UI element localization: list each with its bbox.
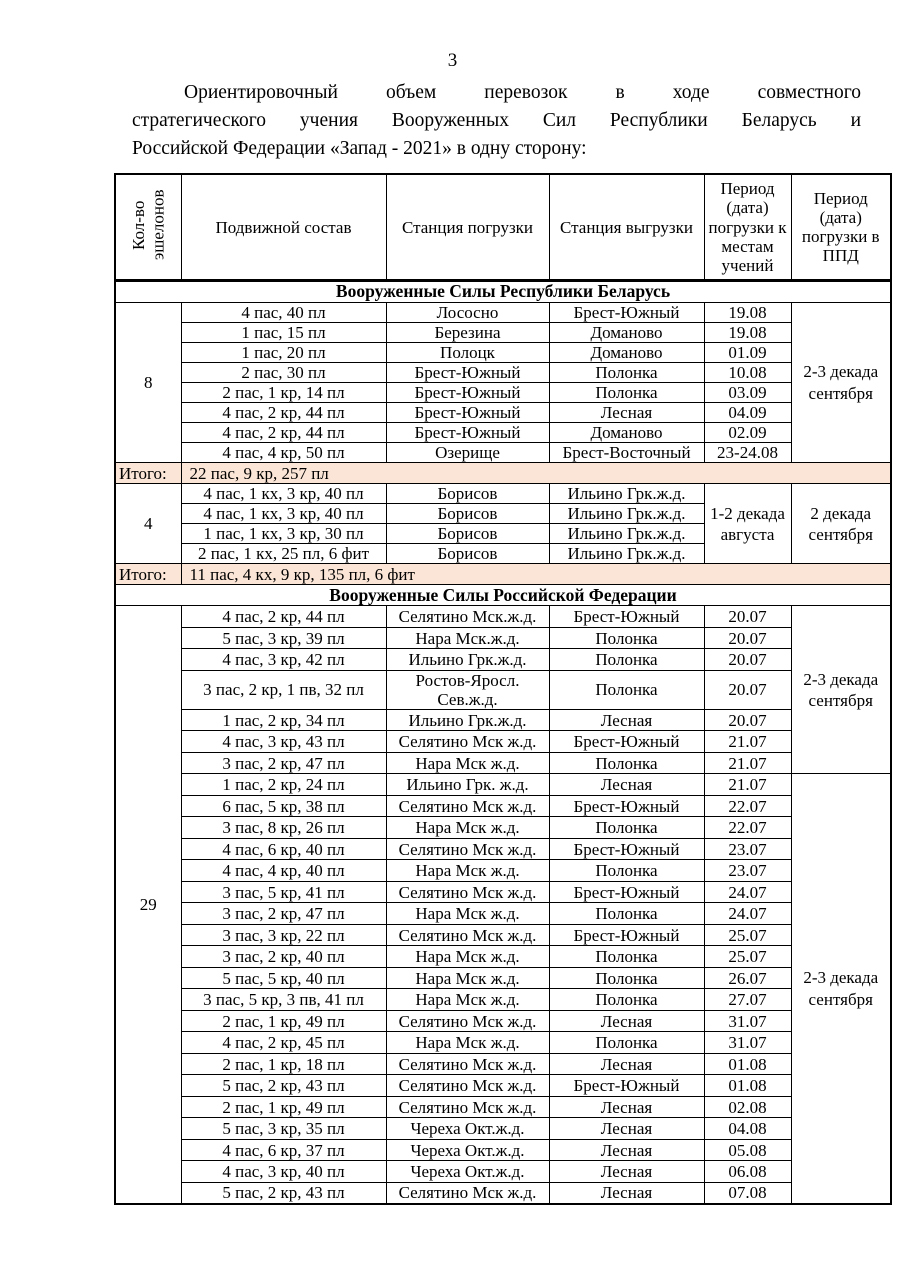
- load-station-cell: Борисов: [386, 524, 549, 544]
- table-row: [115, 860, 891, 882]
- consist-cell: 4 пас, 40 пл: [181, 303, 386, 323]
- consist-cell: 5 пас, 3 кр, 35 пл: [181, 1118, 386, 1140]
- consist-cell: 4 пас, 2 кр, 44 пл: [181, 606, 386, 628]
- intro-line-1: Ориентировочный объем перевозок в ходе совместного: [184, 82, 861, 103]
- echelon-count-cell: 8: [115, 303, 181, 463]
- column-header-echelon-count: [115, 174, 181, 281]
- unload-station-cell: Полонка: [549, 1032, 704, 1054]
- consist-cell: 4 пас, 2 кр, 44 пл: [181, 423, 386, 443]
- load-date-cell: 19.08: [704, 303, 791, 323]
- load-date-cell: 02.09: [704, 423, 791, 443]
- table-row: [115, 1118, 891, 1140]
- load-date-cell: 22.07: [704, 795, 791, 817]
- unload-station-cell: Доманово: [549, 423, 704, 443]
- unload-station-cell: Доманово: [549, 343, 704, 363]
- unload-station-cell: Брест-Южный: [549, 303, 704, 323]
- consist-cell: 5 пас, 3 кр, 39 пл: [181, 627, 386, 649]
- consist-cell: 3 пас, 2 кр, 47 пл: [181, 903, 386, 925]
- unload-station-cell: Брест-Южный: [549, 1075, 704, 1097]
- load-date-cell: 01.08: [704, 1053, 791, 1075]
- table-row: [115, 774, 891, 796]
- ppd-period-cell: 2-3 декада сентября: [791, 774, 891, 1204]
- load-station-cell: Нара Мск ж.д.: [386, 817, 549, 839]
- unload-station-cell: Полонка: [549, 383, 704, 403]
- total-label: Итого:: [115, 463, 181, 484]
- load-date-cell: 10.08: [704, 363, 791, 383]
- table-row: [115, 1139, 891, 1161]
- load-station-cell: Нара Мск ж.д.: [386, 903, 549, 925]
- table-row: [115, 649, 891, 671]
- table-row: [115, 627, 891, 649]
- unload-station-cell: Полонка: [549, 860, 704, 882]
- load-station-cell: Череха Окт.ж.д.: [386, 1118, 549, 1140]
- consist-cell: 2 пас, 1 кр, 18 пл: [181, 1053, 386, 1075]
- load-date-cell: 01.08: [704, 1075, 791, 1097]
- load-date-cell: 24.07: [704, 903, 791, 925]
- consist-cell: 5 пас, 2 кр, 43 пл: [181, 1182, 386, 1204]
- load-date-cell: 05.08: [704, 1139, 791, 1161]
- load-station-cell: Нара Мск ж.д.: [386, 752, 549, 774]
- table-header-row: [115, 174, 891, 281]
- echelon-count-cell: 29: [115, 606, 181, 1204]
- load-station-cell: Березина: [386, 323, 549, 343]
- load-date-cell: 23.07: [704, 838, 791, 860]
- consist-cell: 1 пас, 2 кр, 24 пл: [181, 774, 386, 796]
- load-station-cell: Селятино Мск ж.д.: [386, 1053, 549, 1075]
- table-row: [115, 606, 891, 628]
- unload-station-cell: Доманово: [549, 323, 704, 343]
- table-row: [115, 903, 891, 925]
- consist-cell: 5 пас, 5 кр, 40 пл: [181, 967, 386, 989]
- unload-station-cell: Полонка: [549, 627, 704, 649]
- table-row: [115, 1075, 891, 1097]
- load-date-cell: 22.07: [704, 817, 791, 839]
- unload-station-cell: Полонка: [549, 363, 704, 383]
- table-body: [115, 281, 891, 1204]
- unload-station-cell: Лесная: [549, 1053, 704, 1075]
- consist-cell: 4 пас, 3 кр, 40 пл: [181, 1161, 386, 1183]
- load-date-cell: 31.07: [704, 1010, 791, 1032]
- table-header: [115, 174, 891, 281]
- table-row: [115, 752, 891, 774]
- load-period-cell: 1-2 декада августа: [704, 484, 791, 564]
- load-date-cell: 25.07: [704, 946, 791, 968]
- load-station-cell: Борисов: [386, 504, 549, 524]
- table-row: [115, 1182, 891, 1204]
- load-station-cell: Брест-Южный: [386, 423, 549, 443]
- unload-station-cell: Лесная: [549, 403, 704, 423]
- load-station-cell: Полоцк: [386, 343, 549, 363]
- section-header-label: Вооруженные Силы Российской Федерации: [115, 585, 891, 606]
- load-station-cell: Нара Мск ж.д.: [386, 967, 549, 989]
- table-row: [115, 443, 891, 463]
- load-station-cell: Нара Мск ж.д.: [386, 1032, 549, 1054]
- table-row: [115, 946, 891, 968]
- load-station-cell: Череха Окт.ж.д.: [386, 1161, 549, 1183]
- unload-station-cell: Лесная: [549, 1118, 704, 1140]
- table-row: [115, 731, 891, 753]
- load-station-cell: Брест-Южный: [386, 403, 549, 423]
- consist-cell: 6 пас, 5 кр, 38 пл: [181, 795, 386, 817]
- table-row: [115, 1161, 891, 1183]
- section-header-row: [115, 281, 891, 303]
- section-header-row: [115, 585, 891, 606]
- unload-station-cell: Ильино Грк.ж.д.: [549, 504, 704, 524]
- total-row: [115, 463, 891, 484]
- echelon-count-vertical-label: Кол-во эшелонов: [128, 189, 168, 261]
- unload-station-cell: Ильино Грк.ж.д.: [549, 544, 704, 564]
- unload-station-cell: Брест-Восточный: [549, 443, 704, 463]
- load-date-cell: 27.07: [704, 989, 791, 1011]
- column-header-ppd-period: Период (дата) погрузки в ППД: [791, 174, 891, 281]
- load-station-cell: Брест-Южный: [386, 363, 549, 383]
- total-label: Итого:: [115, 564, 181, 585]
- consist-cell: 3 пас, 2 кр, 40 пл: [181, 946, 386, 968]
- consist-cell: 3 пас, 2 кр, 47 пл: [181, 752, 386, 774]
- intro-paragraph: [132, 79, 861, 163]
- load-date-cell: 31.07: [704, 1032, 791, 1054]
- load-station-cell: Нара Мск.ж.д.: [386, 627, 549, 649]
- table-row: [115, 817, 891, 839]
- load-station-cell: Ильино Грк.ж.д.: [386, 709, 549, 731]
- table-row: [115, 484, 891, 504]
- unload-station-cell: Полонка: [549, 989, 704, 1011]
- load-date-cell: 21.07: [704, 752, 791, 774]
- unload-station-cell: Лесная: [549, 1139, 704, 1161]
- load-station-cell: Селятино Мск ж.д.: [386, 1182, 549, 1204]
- load-station-cell: Нара Мск ж.д.: [386, 989, 549, 1011]
- table-row: [115, 795, 891, 817]
- unload-station-cell: Лесная: [549, 1096, 704, 1118]
- ppd-period-cell: 2-3 декада сентября: [791, 303, 891, 463]
- load-station-cell: Селятино Мск ж.д.: [386, 881, 549, 903]
- echelon-count-cell: 4: [115, 484, 181, 564]
- table-row: [115, 967, 891, 989]
- consist-cell: 3 пас, 8 кр, 26 пл: [181, 817, 386, 839]
- load-date-cell: 03.09: [704, 383, 791, 403]
- ppd-period-cell: 2 декада сентября: [791, 484, 891, 564]
- load-date-cell: 25.07: [704, 924, 791, 946]
- consist-cell: 4 пас, 3 кр, 42 пл: [181, 649, 386, 671]
- unload-station-cell: Брест-Южный: [549, 731, 704, 753]
- load-date-cell: 23.07: [704, 860, 791, 882]
- table-row: [115, 363, 891, 383]
- unload-station-cell: Брест-Южный: [549, 924, 704, 946]
- table-row: [115, 709, 891, 731]
- load-station-cell: Нара Мск ж.д.: [386, 946, 549, 968]
- load-station-cell: Селятино Мск.ж.д.: [386, 606, 549, 628]
- consist-cell: 4 пас, 1 кх, 3 кр, 40 пл: [181, 504, 386, 524]
- unload-station-cell: Лесная: [549, 1010, 704, 1032]
- total-row: [115, 564, 891, 585]
- consist-cell: 4 пас, 1 кх, 3 кр, 40 пл: [181, 484, 386, 504]
- table-row: [115, 1032, 891, 1054]
- load-station-cell: Ильино Грк.ж.д.: [386, 649, 549, 671]
- load-station-cell: Ростов-Яросл. Сев.ж.д.: [386, 670, 549, 709]
- unload-station-cell: Брест-Южный: [549, 838, 704, 860]
- load-date-cell: 21.07: [704, 774, 791, 796]
- unload-station-cell: Брест-Южный: [549, 881, 704, 903]
- unload-station-cell: Полонка: [549, 649, 704, 671]
- transport-volume-table: [114, 173, 892, 1205]
- table-row: [115, 924, 891, 946]
- unload-station-cell: Полонка: [549, 670, 704, 709]
- consist-cell: 1 пас, 2 кр, 34 пл: [181, 709, 386, 731]
- table-row: [115, 1053, 891, 1075]
- consist-cell: 4 пас, 4 кр, 50 пл: [181, 443, 386, 463]
- unload-station-cell: Полонка: [549, 903, 704, 925]
- section-header-label: Вооруженные Силы Республики Беларусь: [115, 281, 891, 303]
- total-value: 11 пас, 4 кх, 9 кр, 135 пл, 6 фит: [181, 564, 891, 585]
- table-row: [115, 303, 891, 323]
- unload-station-cell: Брест-Южный: [549, 795, 704, 817]
- consist-cell: 2 пас, 1 кр, 14 пл: [181, 383, 386, 403]
- load-date-cell: 06.08: [704, 1161, 791, 1183]
- unload-station-cell: Полонка: [549, 752, 704, 774]
- load-date-cell: 01.09: [704, 343, 791, 363]
- column-header-consist: Подвижной состав: [181, 174, 386, 281]
- load-station-cell: Череха Окт.ж.д.: [386, 1139, 549, 1161]
- total-value: 22 пас, 9 кр, 257 пл: [181, 463, 891, 484]
- consist-cell: 4 пас, 6 кр, 37 пл: [181, 1139, 386, 1161]
- table-row: [115, 1010, 891, 1032]
- load-date-cell: 02.08: [704, 1096, 791, 1118]
- unload-station-cell: Полонка: [549, 946, 704, 968]
- load-date-cell: 21.07: [704, 731, 791, 753]
- load-station-cell: Селятино Мск ж.д.: [386, 838, 549, 860]
- load-station-cell: Ильино Грк. ж.д.: [386, 774, 549, 796]
- consist-cell: 4 пас, 4 кр, 40 пл: [181, 860, 386, 882]
- unload-station-cell: Лесная: [549, 709, 704, 731]
- unload-station-cell: Ильино Грк.ж.д.: [549, 524, 704, 544]
- table-row: [115, 1096, 891, 1118]
- consist-cell: 2 пас, 1 кр, 49 пл: [181, 1010, 386, 1032]
- consist-cell: 4 пас, 6 кр, 40 пл: [181, 838, 386, 860]
- column-header-unload-station: Станция выгрузки: [549, 174, 704, 281]
- table-row: [115, 323, 891, 343]
- load-date-cell: 07.08: [704, 1182, 791, 1204]
- consist-cell: 3 пас, 3 кр, 22 пл: [181, 924, 386, 946]
- load-station-cell: Лососно: [386, 303, 549, 323]
- intro-line-3: Российской Федерации «Запад - 2021» в одну сторону:: [132, 138, 587, 159]
- table-row: [115, 881, 891, 903]
- table-row: [115, 343, 891, 363]
- load-station-cell: Селятино Мск ж.д.: [386, 1075, 549, 1097]
- load-station-cell: Селятино Мск ж.д.: [386, 795, 549, 817]
- consist-cell: 4 пас, 3 кр, 43 пл: [181, 731, 386, 753]
- consist-cell: 3 пас, 5 кр, 3 пв, 41 пл: [181, 989, 386, 1011]
- load-station-cell: Селятино Мск ж.д.: [386, 1010, 549, 1032]
- table-row: [115, 670, 891, 709]
- unload-station-cell: Ильино Грк.ж.д.: [549, 484, 704, 504]
- table-row: [115, 383, 891, 403]
- table-row: [115, 423, 891, 443]
- load-date-cell: 19.08: [704, 323, 791, 343]
- column-header-load-period: Период (дата) погрузки к местам учений: [704, 174, 791, 281]
- load-station-cell: Селятино Мск ж.д.: [386, 924, 549, 946]
- unload-station-cell: Лесная: [549, 1161, 704, 1183]
- load-station-cell: Озерище: [386, 443, 549, 463]
- consist-cell: 2 пас, 30 пл: [181, 363, 386, 383]
- consist-cell: 3 пас, 2 кр, 1 пв, 32 пл: [181, 670, 386, 709]
- consist-cell: 5 пас, 2 кр, 43 пл: [181, 1075, 386, 1097]
- load-station-cell: Брест-Южный: [386, 383, 549, 403]
- ppd-period-cell: 2-3 декада сентября: [791, 606, 891, 774]
- load-date-cell: 23-24.08: [704, 443, 791, 463]
- load-date-cell: 20.07: [704, 709, 791, 731]
- load-station-cell: Борисов: [386, 484, 549, 504]
- load-date-cell: 04.08: [704, 1118, 791, 1140]
- load-date-cell: 20.07: [704, 670, 791, 709]
- consist-cell: 3 пас, 5 кр, 41 пл: [181, 881, 386, 903]
- consist-cell: 1 пас, 15 пл: [181, 323, 386, 343]
- load-date-cell: 04.09: [704, 403, 791, 423]
- consist-cell: 4 пас, 2 кр, 44 пл: [181, 403, 386, 423]
- load-date-cell: 26.07: [704, 967, 791, 989]
- page-number: 3: [447, 50, 458, 71]
- table-row: [115, 989, 891, 1011]
- unload-station-cell: Полонка: [549, 817, 704, 839]
- load-station-cell: Борисов: [386, 544, 549, 564]
- load-station-cell: Селятино Мск ж.д.: [386, 731, 549, 753]
- unload-station-cell: Брест-Южный: [549, 606, 704, 628]
- consist-cell: 2 пас, 1 кр, 49 пл: [181, 1096, 386, 1118]
- consist-cell: 4 пас, 2 кр, 45 пл: [181, 1032, 386, 1054]
- consist-cell: 1 пас, 1 кх, 3 кр, 30 пл: [181, 524, 386, 544]
- unload-station-cell: Лесная: [549, 1182, 704, 1204]
- load-date-cell: 24.07: [704, 881, 791, 903]
- table-row: [115, 838, 891, 860]
- load-date-cell: 20.07: [704, 649, 791, 671]
- load-date-cell: 20.07: [704, 606, 791, 628]
- consist-cell: 2 пас, 1 кх, 25 пл, 6 фит: [181, 544, 386, 564]
- column-header-load-station: Станция погрузки: [386, 174, 549, 281]
- intro-line-2: стратегического учения Вооруженных Сил Республики Беларусь и: [132, 110, 861, 131]
- consist-cell: 1 пас, 20 пл: [181, 343, 386, 363]
- load-station-cell: Нара Мск ж.д.: [386, 860, 549, 882]
- load-station-cell: Селятино Мск ж.д.: [386, 1096, 549, 1118]
- table-row: [115, 403, 891, 423]
- load-date-cell: 20.07: [704, 627, 791, 649]
- unload-station-cell: Полонка: [549, 967, 704, 989]
- unload-station-cell: Лесная: [549, 774, 704, 796]
